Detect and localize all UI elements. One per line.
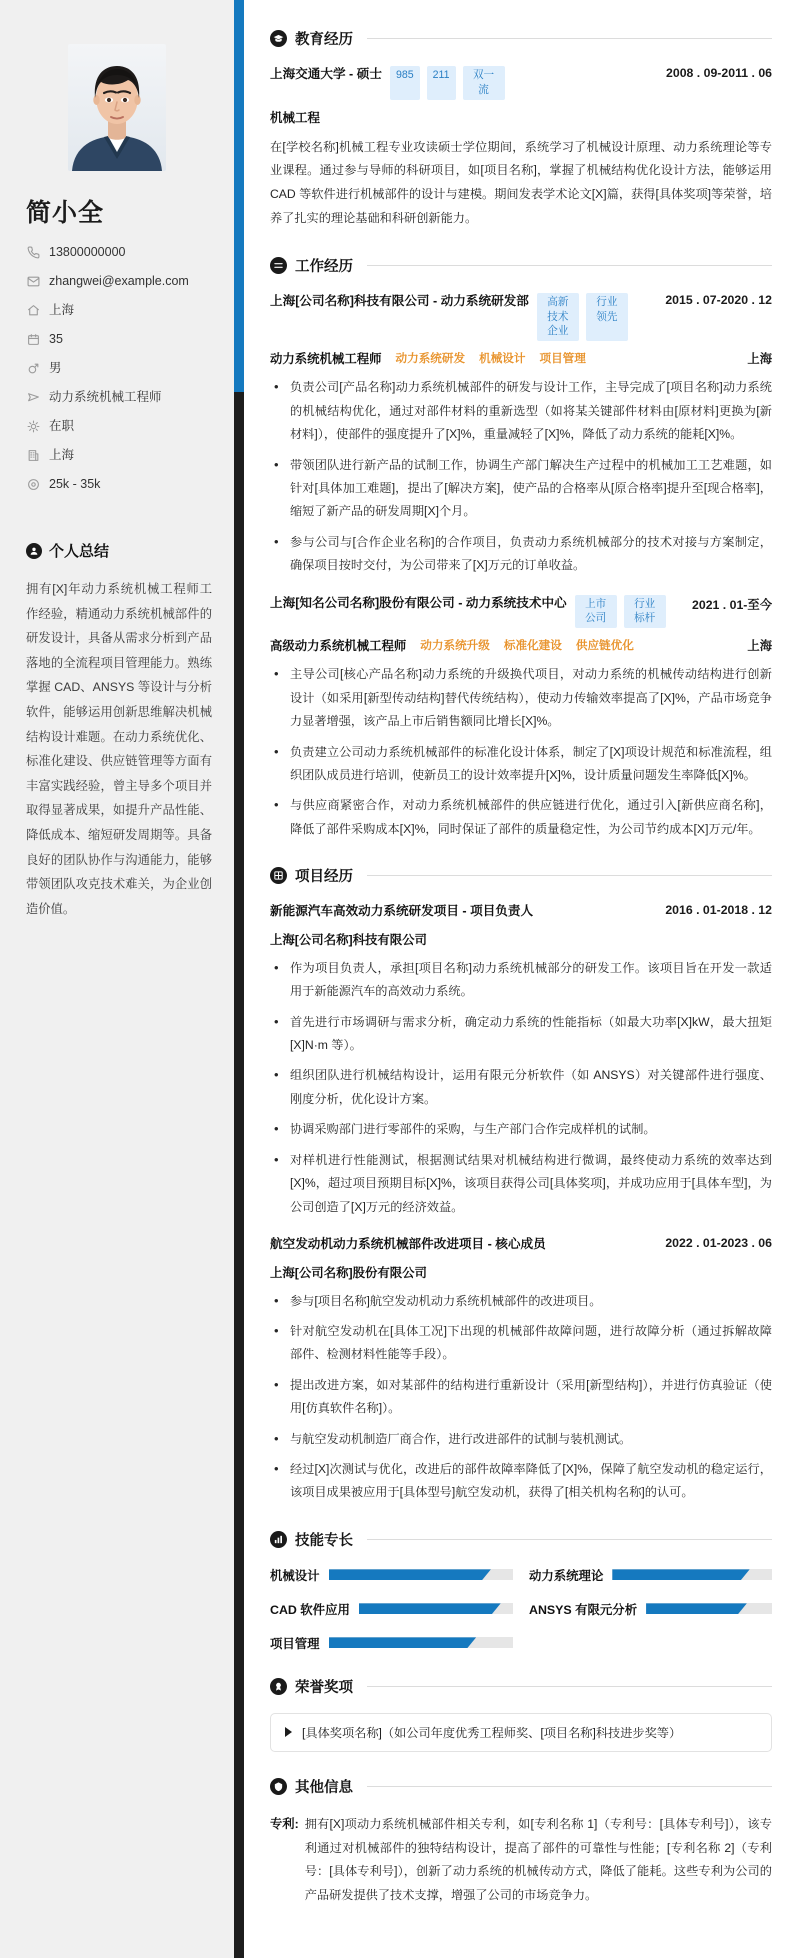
bullet-item: • 带领团队进行新产品的试制工作，协调生产部门解决生产过程中的机械加工工艺难题，如针对[具体加工难题]，提出了[解决方案]，使产品的合格率从[原合格率]提升至[现合格率]，缩短了新产品的研发周期[X]个月。: [270, 454, 772, 524]
work-tag: 行业标杆: [624, 595, 666, 629]
work-tags: [537, 292, 628, 341]
graduation-icon: [270, 30, 287, 47]
contact-item-city: [26, 303, 212, 318]
contact-value-age: 35: [49, 332, 63, 346]
summary-text: 拥有[X]年动力系统机械工程师工作经验，精通动力系统机械部件的研发设计，具备从需求分析到产品落地的全流程项目管理能力。熟练掌握 CAD、ANSYS 等设计与分析软件，能够运用创新思维解决机械结构设计难题。在动力系统优化、标准化建设、供应链管理等方面有丰富实践经验，曾主导多个项目并取得显著成果，如提升产品性能、降低成本、缩短研发周期等。具备良好的团队协作与沟通能力，能够带领团队攻克技术难关，为企业创造价值。: [26, 582, 212, 916]
project-name: 新能源汽车高效动力系统研发项目 - 项目负责人: [270, 904, 534, 919]
education-entry: [270, 65, 772, 231]
contact-item-workplace: [26, 448, 212, 463]
other-row: [270, 1813, 772, 1908]
bullet-item: • 组织团队进行机械结构设计，运用有限元分析软件（如 ANSYS）对关键部件进行强度、刚度分析，优化设计方案。: [270, 1064, 772, 1111]
contact-value-email: zhangwei@example.com: [49, 274, 189, 288]
work-entry-header: [270, 292, 772, 341]
bullet-item: • 经过[X]次测试与优化，改进后的部件故障率降低了[X]%，保障了航空发动机的稳定运行，该项目成果被应用于[具体型号]航空发动机，获得了[相关机构名称]的认可。: [270, 1458, 772, 1505]
bullet-item: • 对样机进行性能测试，根据测试结果对机械结构进行微调，最终使动力系统的效率达到[X]%，超过项目预期目标[X]%，该项目获得公司[具体奖项]，并成功应用于[具体车型]，为公司创造了[X]万元的经济效益。: [270, 1149, 772, 1219]
work-role: 高级动力系统机械工程师: [270, 639, 407, 654]
skill-bar: [646, 1603, 772, 1614]
education-tag: 985: [390, 66, 420, 100]
heading-rule: [367, 1686, 772, 1687]
project-entry-header: [270, 1235, 772, 1255]
summary-heading: [26, 540, 212, 561]
contact-item-age: [26, 332, 212, 347]
mail-icon: [26, 275, 40, 289]
work-tag: 行业领先: [586, 293, 628, 341]
contact-value-position: 动力系统机械工程师: [49, 390, 162, 404]
bullet-item: • 与航空发动机制造厂商合作，进行改进部件的试制与装机测试。: [270, 1428, 772, 1451]
education-heading: [270, 28, 772, 49]
bullet-item: • 参与[项目名称]航空发动机动力系统机械部件的改进项目。: [270, 1290, 772, 1313]
bullet-item: • 负责建立公司动力系统机械部件的标准化设计体系，制定了[X]项设计规范和标准流程，组织团队成员进行培训，使新员工的设计效率提升[X]%，设计质量问题发生率降低[X]%。: [270, 741, 772, 788]
bullet-item: • 针对航空发动机在[具体工况]下出现的机械部件故障问题，进行故障分析（通过拆解故障部件、检测材料性能等手段）。: [270, 1320, 772, 1367]
contact-item-gender: [26, 361, 212, 376]
contact-value-workplace: 上海: [49, 448, 75, 462]
vertical-divider-rail: [234, 0, 244, 1958]
project-entry: [270, 1235, 772, 1505]
project-company: 上海[公司名称]股份有限公司: [270, 1265, 427, 1280]
project-date: 2022 . 01-2023 . 06: [665, 1235, 772, 1250]
other-heading: [270, 1776, 772, 1797]
project-date: 2016 . 01-2018 . 12: [665, 903, 772, 918]
skills-title: 技能专长: [295, 1532, 353, 1549]
skills-section: [270, 1529, 772, 1652]
building-icon: [26, 449, 40, 463]
skill-bar: [359, 1603, 513, 1614]
bullet-item: • 主导公司[核心产品名称]动力系统的升级换代项目，对动力系统的机械传动结构进行创新设计（如采用[新型传动结构]替代传统结构），使动力传输效率提高了[X]%，产品市场竞争力显著增强，该产品上市后销售额同比增长[X]%。: [270, 663, 772, 733]
home-icon: [26, 304, 40, 318]
skill-label: ANSYS 有限元分析: [529, 1602, 638, 1617]
work-company: 上海[知名公司名称]股份有限公司 - 动力系统技术中心: [270, 595, 567, 610]
main-content: [244, 0, 794, 1958]
skill-item: [270, 1634, 513, 1652]
work-skill-tag: 标准化建设: [503, 639, 562, 653]
summary-title: 个人总结: [49, 543, 110, 560]
heading-rule: [367, 1786, 772, 1787]
avatar-container: [22, 44, 212, 171]
contact-value-phone: 13800000000: [49, 245, 126, 259]
work-tags: [575, 594, 666, 629]
heading-rule: [367, 1539, 772, 1540]
other-section: [270, 1776, 772, 1908]
projects-heading: [270, 865, 772, 886]
skill-item: [270, 1600, 513, 1618]
work-skill-tag: 动力系统研发: [395, 352, 466, 366]
skill-item: [529, 1566, 772, 1584]
gender-icon: [26, 362, 40, 376]
work-skill-tag: 动力系统升级: [420, 639, 490, 653]
other-title: 其他信息: [295, 1779, 353, 1796]
education-tags: [390, 65, 505, 100]
heading-rule: [367, 265, 772, 266]
contact-item-status: [26, 419, 212, 434]
education-title: 教育经历: [295, 32, 353, 48]
work-tag: 高新技术企业: [537, 293, 579, 341]
work-skill-tag: 机械设计: [479, 352, 526, 366]
awards-title: 荣誉奖项: [295, 1679, 353, 1696]
education-entry-header: [270, 65, 772, 100]
skill-label: CAD 软件应用: [270, 1602, 350, 1617]
other-value: 拥有[X]项动力系统机械部件相关专利，如[专利名称 1]（专利号：[具体专利号]），该专利通过对机械部件的独特结构设计，提高了部件的可靠性与性能；[专利名称 2]（专利号：[具体专利号]），创新了动力系统的机械传动方式，降低了能耗。这些专利为公司的产品研发提供了技术支撑，增强了公司的市场竞争力。: [304, 1816, 772, 1903]
education-tag: 211: [427, 66, 456, 100]
skill-bar: [612, 1569, 772, 1580]
skill-bar-fill: [359, 1603, 501, 1614]
contact-item-position: [26, 390, 212, 405]
work-bullets: [270, 376, 772, 577]
work-tag: 上市公司: [575, 595, 617, 629]
award-item[interactable]: [270, 1713, 772, 1752]
bullet-item: • 协调采购部门进行零部件的采购，与生产部门合作完成样机的试制。: [270, 1118, 772, 1141]
briefcase-icon: [26, 391, 40, 405]
work-location: 上海: [747, 639, 772, 654]
other-key: 专利:: [270, 1816, 299, 1831]
skill-bar-fill: [329, 1637, 477, 1648]
work-entry: [270, 594, 772, 842]
work-bullets: [270, 663, 772, 841]
bullet-item: • 作为项目负责人，承担[项目名称]动力系统机械部分的研发工作。该项目旨在开发一款适用于新能源汽车的高效动力系统。: [270, 957, 772, 1004]
skill-bar-fill: [612, 1569, 749, 1580]
skill-item: [529, 1600, 772, 1618]
contact-list: [26, 245, 212, 492]
contact-item-email: [26, 274, 212, 289]
work-entry-header: [270, 594, 772, 629]
skill-item: [270, 1566, 513, 1584]
heading-rule: [367, 875, 772, 876]
bullet-item: • 提出改进方案，如对某部件的结构进行重新设计（采用[新型结构]），并进行仿真验证（使用[仿真软件名称]）。: [270, 1374, 772, 1421]
work-section: [270, 255, 772, 841]
work-skill-tag: 供应链优化: [575, 639, 634, 653]
awards-section: [270, 1676, 772, 1752]
work-skill-tag: 项目管理: [539, 352, 586, 366]
project-name: 航空发动机动力系统机械部件改进项目 - 核心成员: [270, 1236, 546, 1251]
contact-value-city: 上海: [49, 303, 75, 317]
projects-section: [270, 865, 772, 1505]
work-date: 2015 . 07-2020 . 12: [665, 292, 772, 307]
project-bullets: [270, 1290, 772, 1505]
sidebar: [0, 0, 234, 1958]
salary-icon: [26, 478, 40, 492]
bullet-item: • 与供应商紧密合作，对动力系统机械部件的供应链进行优化，通过引入[新供应商名称]，降低了部件采购成本[X]%，同时保证了部件的质量稳定性，为公司节约成本[X]万元/年。: [270, 794, 772, 841]
skill-label: 动力系统理论: [529, 1568, 604, 1583]
summary-section: [26, 540, 212, 921]
avatar: [68, 44, 166, 171]
candidate-name: 简小全: [26, 199, 105, 227]
work-role: 动力系统机械工程师: [270, 352, 382, 367]
work-role-row: [270, 636, 772, 654]
skills-icon: [270, 1531, 287, 1548]
calendar-icon: [26, 333, 40, 347]
project-entry-header: [270, 902, 772, 922]
contact-value-status: 在职: [49, 419, 75, 433]
skills-heading: [270, 1529, 772, 1550]
portrait-illustration: [68, 44, 166, 171]
skill-bar-fill: [329, 1569, 491, 1580]
person-icon: [26, 543, 42, 559]
awards-heading: [270, 1676, 772, 1697]
skill-label: 机械设计: [270, 1568, 320, 1583]
contact-value-gender: 男: [49, 361, 62, 375]
caret-right-icon[interactable]: [285, 1727, 292, 1737]
project-bullets: [270, 957, 772, 1219]
work-icon: [270, 257, 287, 274]
status-icon: [26, 420, 40, 434]
award-text: [具体奖项名称]（如公司年度优秀工程师奖、[项目名称]科技进步奖等）: [302, 1725, 682, 1740]
phone-icon: [26, 246, 40, 260]
other-icon: [270, 1778, 287, 1795]
work-date: 2021 . 01-至今: [692, 597, 772, 612]
bullet-item: • 负责公司[产品名称]动力系统机械部件的研发与设计工作，主导完成了[项目名称]动力系统的机械结构优化，通过对部件材料的重新选型（如将某关键部件材料由[原材料]更换为[新材料]），使部件的强度提升了[X]%，重量减轻了[X]%，降低了动力系统的能耗[X]%。: [270, 376, 772, 446]
skill-bar: [329, 1569, 513, 1580]
contact-value-salary: 25k - 35k: [49, 477, 101, 491]
education-date: 2008 . 09-2011 . 06: [666, 66, 772, 80]
work-heading: [270, 255, 772, 276]
contact-item-salary: [26, 477, 212, 492]
work-role-row: [270, 349, 772, 367]
education-school: 上海交通大学 - 硕士: [270, 67, 382, 81]
education-tag: 双一流: [463, 66, 505, 100]
award-icon: [270, 1678, 287, 1695]
education-description: 在[学校名称]机械工程专业攻读硕士学位期间，系统学习了机械设计原理、动力系统理论等专业课程。通过参与导师的科研项目，如[项目名称]，掌握了机械结构优化设计方法，能够运用 CAD 等软件进行机械部件的设计与建模。期间发表学术论文[X]篇，获得[具体奖项]等荣誉，培养了扎实的理论基础和科研创新能力。: [270, 139, 772, 225]
contact-item-phone: [26, 245, 212, 260]
project-company: 上海[公司名称]科技有限公司: [270, 932, 427, 947]
project-icon: [270, 867, 287, 884]
work-title: 工作经历: [295, 258, 353, 275]
skill-label: 项目管理: [270, 1636, 320, 1651]
work-location: 上海: [747, 352, 772, 367]
skill-bar: [329, 1637, 513, 1648]
bullet-item: • 首先进行市场调研与需求分析，确定动力系统的性能指标（如最大功率[X]kW，最大扭矩[X]N·m 等）。: [270, 1011, 772, 1058]
work-entry: [270, 292, 772, 578]
projects-title: 项目经历: [295, 869, 353, 886]
project-entry: [270, 902, 772, 1219]
education-major: 机械工程: [270, 110, 321, 125]
heading-rule: [367, 38, 772, 39]
education-section: [270, 28, 772, 231]
bullet-item: • 参与公司与[合作企业名称]的合作项目，负责动力系统机械部分的技术对接与方案制定，确保项目按时交付，为公司带来了[X]万元的订单收益。: [270, 531, 772, 578]
work-company: 上海[公司名称]科技有限公司 - 动力系统研发部: [270, 293, 529, 308]
skill-bar-fill: [646, 1603, 747, 1614]
skills-grid: [270, 1566, 772, 1652]
